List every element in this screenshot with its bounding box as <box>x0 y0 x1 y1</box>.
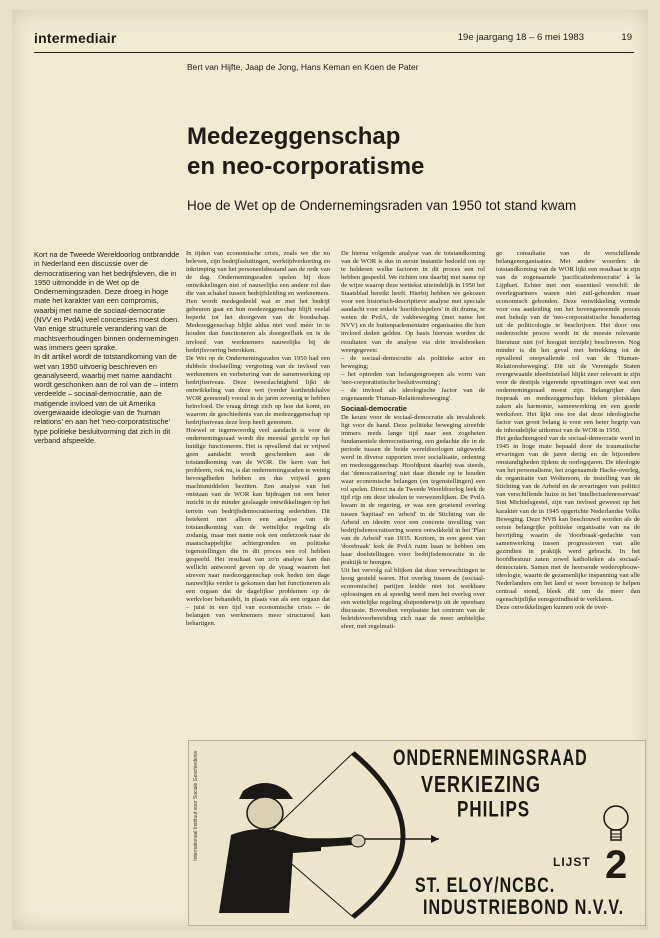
newspaper-page <box>12 10 648 930</box>
body-paragraph: – de invloed als ideologische factor van de zogenaamde 'Human-Relationsbeweging'. <box>341 386 485 402</box>
poster-line-industriebond: INDUSTRIEBOND N.V.V. <box>423 897 625 920</box>
body-paragraph: Deze ontwikkelingen kunnen ook de over- <box>496 604 609 612</box>
title-line-2: en neo-corporatisme <box>187 153 425 180</box>
issue-date: 19e jaargang 18 – 6 mei 1983 <box>457 32 584 43</box>
body-paragraph: – het optreden van belangengroepen als vorm van 'neo-corporatistische besluitvorming'; <box>341 370 485 386</box>
poster-list-label: LIJST <box>553 855 591 869</box>
image-credit: Internationaal Instituut voor Sociale Geschiedenis <box>193 751 199 861</box>
body-paragraph: Uit het vervolg zal blijken dat deze verwachtingen te hoog gesteld waren. Het overleg tussen de (sociaal-economische) partijen leidde niet tot werkbare oplossingen en al spoedig werd men het overleg over een wettelijke regeling sluipenderwijs uit de openbare discussie. Bovendien verplaatste het centrum van de beleidsvoorbereiding zich naar de meer ambtelijke sfeer, met regelmati- <box>341 566 485 631</box>
page-header <box>34 28 634 53</box>
masthead: intermediair <box>34 30 117 46</box>
poster-line-philips: PHILIPS <box>457 797 531 822</box>
poster-line-ondernemingsraad: ONDERNEMINGSRAAD <box>393 747 588 771</box>
archer-illustration <box>203 747 443 921</box>
article-authors: Bert van Hijfte, Jaap de Jong, Hans Keman en Koen de Pater <box>187 62 419 72</box>
poster-line-verkiezing: VERKIEZING <box>421 771 542 797</box>
body-paragraph: De hierna volgende analyse van de totstandkoming van de WOR is dus in eerste instantie bedoeld om op te helderen welke factoren in dit proces een rol hebben gespeeld. We richten ons daarbij met name op de wijze waarop deze wettekst uiteindelijk in 1950 het Staatsblad bereikt heeft. Hierbij hebben we gekozen voor een historisch-descriptieve analyse met speciale aandacht voor enkele 'hoofdrolspelers' in dit drama, te weten de PvdA, de vakbeweging (met name het NVV) en de buitenparlementaire organisaties die hun invloed deden gelden. Op basis hiervan worden de resultaten van de analyse via drie invalshoeken weergegeven: <box>341 250 485 354</box>
page-number: 19 <box>621 32 632 43</box>
body-paragraph: Het gedachtengoed van de sociaal-democratie werd in 1945 in hoge mate bepaald door de traumatische ervaringen van de jaren dertig en de bijzondere omstandigheden tijdens de oorlogsjaren. De ideologie van het personalisme, het zogenaamde Hacke-overleg, de organisatie van Woltersom, de instelling van de Stichting van de Arbeid en de ervaringen van politici van verschillende huize in het 'intellectuelenreservaat' Sint Michielsgestel, zijn van invloed geweest op het karakter van de in 1945 opgerichte Nederlandse Volks Beweging. Deze NVB kan beschouwd worden als de eerste belangrijke politieke organisatie van na de bevrijding waarin de 'doorbraak'-gedachte van samenwerking tussen progressieven van alle gezindten in praktijk werd gebracht. In het hoofdbestuur zaten zowel katholieken als sociaal-democraten. Samen met de heersende wederopbouw-ideologie, waarin de gezamenlijke inspanning van alle Nederlanders om het land er weer bovenop te helpen centraal stond, bleek dit om de meer dan ogenschijnlijke eensgezindheid te verklaren. <box>496 435 640 604</box>
section-heading: Sociaal-democratie <box>341 403 407 413</box>
poster-line-eloy: ST. ELOY/NCBC. <box>415 875 556 898</box>
body-paragraph: ge consultatie van de verschillende belangenorganisaties. Met andere woorden: de totstandkoming van de WOR lijkt een resultaat te zijn van de zogenaamde 'pacificatiedemocratie' à la Lijphart. Echter met een essentieel verschil: de overlegpartners waren niet zuil-gebonden maar economisch gebonden. Deze ontwikkeling vormde voor ons aanleiding om het bovengenoemde proces met behulp van de 'neo-corporatistische benadering uit de politicologie te beschrijven. Het door ons onderzochte proces wordt in de meeste relevante literatuur niet (of hooguit terzijde) beschreven. Nog minder is dit het geval met betrekking tot de opvallend onopvallende rol van de 'Human-Relationsbeweging'. Dit uit de Verenigde Staten overgewaaide ideeëntstelsel blijkt zeer relevant te zijn voor de destijds vigerende opvattingen over wat een ondernemingsraad moest zijn. Belangrijker dan inspraak en medezeggenschap bleken plotsklaps zaken als harmonie, samenwerking en een goede werksfeer. Het lijkt ons toe dat deze ideologische factor van groot belang is voor een beter begrip van de inhoudelijke uitkomst van de WOR in 1950. <box>496 250 640 435</box>
body-column-2 <box>341 250 485 631</box>
poster-list-number: 2 <box>605 843 628 887</box>
article-title <box>187 122 424 182</box>
body-paragraph: Hoewel er tegenwoordig veel aandacht is voor de ondernemingsraad wordt die meestal gericht op het huidige functioneren. Het is opvallend dat er vrijwel geen aandacht wordt geschonken aan de totstandkoming van de WOR. De kern van het probleem, ook nu, is dat ondernemingsraden te weinig bevoegdheden hebben en dus vrijwel geen machtsmiddelen bezitten. Een analyse van het ontstaan van de WOR kan bijdragen tot een beter inzicht in de minder geslaagde ontwikkelingen op het terrein van bedrijfsdemocratisering sedertdien. Dit betekent niet alleen een analyse van de totstandkoming van de wettelijke regeling als zodanig, maar met name ook een onderzoek naar de maatschappelijke achtergronden en politieke tegenstellingen die in dit proces een rol hebben gespeeld. Het resultaat van zo'n analyse kan dan wellicht antwoord geven op de vraag waarom het streven naar medezeggenschap ook heden ten dage nauwelijks verder is gekomen dan het functioneren als een orgaan dat de dagelijkse problemen op de werkvloer behandelt, in plaats van als een orgaan dat – juist in een tijd van economische crisis – de belangen van werknemers meer structureel kan behartigen. <box>186 427 330 628</box>
body-column-1 <box>186 250 330 628</box>
body-paragraph: – de sociaal-democratie als politieke actor en beweging; <box>341 354 485 370</box>
intro-block <box>34 250 180 445</box>
body-paragraph: De keuze voor de sociaal-democratie als invalshoek ligt voor de hand. Deze politieke beweging streefde immers reeds lange tijd naar een zogeheten fundamentele democratisering, een gedachte die in de periode tussen de beide wereldoorlogen uitgewerkt werd in diverse rapporten over socialisatie, ordening en medezeggenschap. Hoofdpunt daarbij was steeds, dat 'democratisering' niet daar diende op te houden waar economische belangen (en tegenstellingen) een rol spelen. Direct na de Tweede Wereldoorlog leek de tijd rijp om deze idealen te verwezenlijken. De PvdA kwam in de regering, er was een groeiend overleg tussen 'kapitaal' en 'arbeid' in de Stichting van de Arbeid en ideeën voor een concrete invulling van bedrijfsdemocratisering waren ontwikkeld in het 'Plan van de Arbeid' van 1935. Kortom, in een geest van 'doorbraak' leek de PvdA ruim baan te hebben om haar doelstellingen voor bedrijfsdemocratie in de praktijk te brengen. <box>341 413 485 566</box>
body-column-3 <box>496 250 640 612</box>
title-line-1: Medezeggenschap <box>187 123 401 150</box>
article-subtitle: Hoe de Wet op de Ondernemingsraden van 1950 tot stand kwam <box>187 198 577 213</box>
body-paragraph: In tijden van economische crisis, zoals we die nu beleven, zijn bedrijfssluitingen, werktijdverkorting en inkrimping van het personeelsbestand aan de orde van de dag. Ondernemingsraden spelen bij deze ontwikkelingen niet of nauwelijks een andere rol dan die van schakel tussen bedrijfsleiding en werknemers. Hen wordt medegedeeld wat er met het bedrijf gebeuren gaat en hun medezeggenschap blijft veelal beperkt tot het doorgeven van de boodschap. Medezeggenschap blijkt aldus niet veel méér in te houden dan functioneren als doorgeefluik en is de invloed van werknemers nauwelijks bij de bedrijfsvoering betrokken. <box>186 250 330 354</box>
intro-paragraph: In dit artikel wordt de totstandkoming van de wet van 1950 uitvoerig beschreven en geanalyseerd, waarbij met name aandacht wordt geschonken aan de rol van de – intern verdeelde – sociaal-democratie, aan de matigende invloed van de uit Amerika overgewaaide ideologie van de 'human relations' en aan het 'neo-corporatistische' type politieke besluitvorming dat zich in dit verband afspeelde. <box>34 352 179 445</box>
intro-paragraph: Kort na de Tweede Wereldoorlog ontbrandde in Nederland een discussie over de democratisering van het bedrijfsleven, die in 1950 uitmondde in de Wet op de Ondernemingsraden. Deze droeg in hoge mate het karakter van een compromis, waarbij met name de sociaal-democratie (NVV en PvdA) veel concessies moest doen. Van enige structurele verandering van de machtsverhoudingen binnen ondernemingen was immers geen sprake. <box>34 250 180 352</box>
body-paragraph: De Wet op de Ondernemingsraden van 1950 had een dubbele doelstelling: vergroting van de invloed van werknemers en verbetering van de samenwerking op bedrijfsniveau. Deze tweeslachtigheid lijkt de ontwikkeling van deze wet (verder kortheidshalve WOR genoemd) vooral in de jaren zeventig te hebben beïnvloed. De vraag dringt zich op hoe dat komt, en waarom de geschiedenis van de medezeggenschap op bedrijfsniveau deze loop heeft genomen. <box>186 354 330 426</box>
election-poster <box>188 740 646 926</box>
